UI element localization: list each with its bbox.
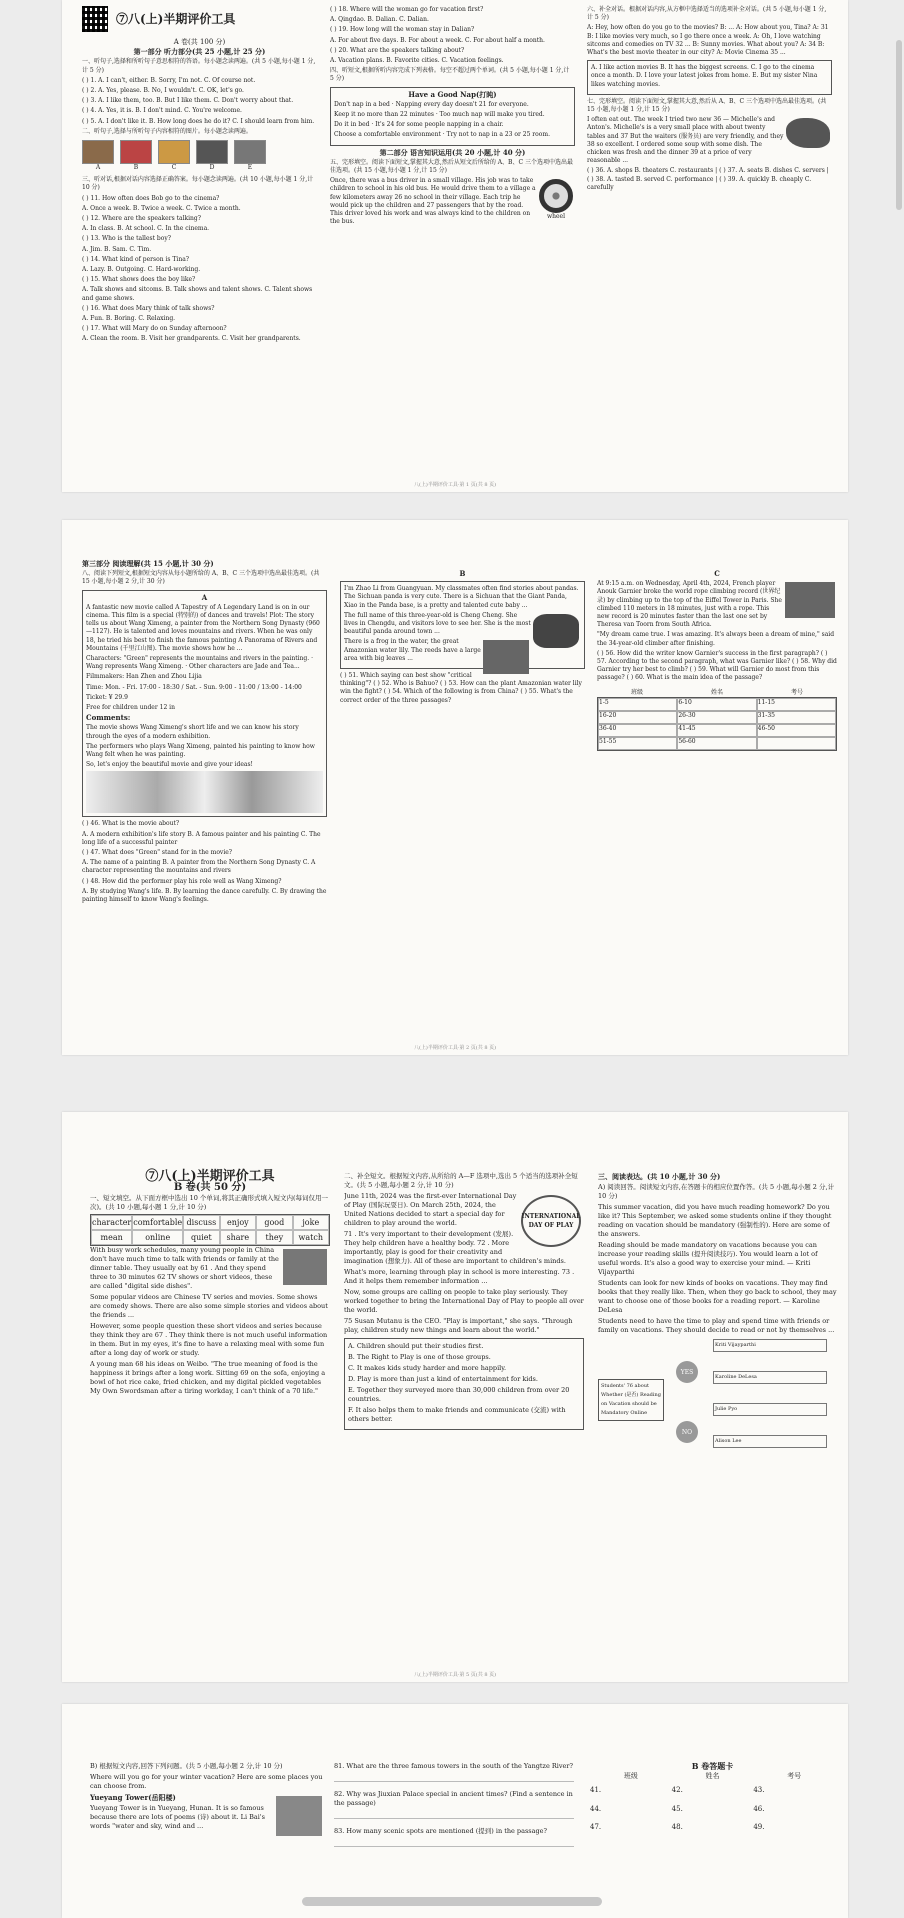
passage-b-text-2: The full name of this three-year-old is Cheng Cheng. She lives in Chengdu, and visitors love to see her. She is the most beautiful panda around town ...: [344, 611, 531, 636]
dialog-options-box: [587, 60, 832, 95]
opinion-mindmap: [598, 1339, 838, 1459]
answer-card-fields: [590, 1772, 835, 1780]
answer-slot[interactable]: 47.: [590, 1822, 602, 1831]
question-18: ( ) 18. Where will the woman go for vacation first?: [330, 6, 484, 13]
grid-cell[interactable]: 56-60: [677, 737, 756, 750]
part2-heading: 第二部分 语言知识运用(共 20 小题,计 40 分): [379, 147, 526, 157]
dancers-image: [86, 771, 323, 813]
cloze-text: Once, there was a bus driver in a small village. His job was to take children to school in his old bus. He would drive them to a village a few kilometers away 26 no school in their village. Each trip he would pick up the children and 27 passengers that by the road. This driver loved his work and was always kind to the children on the bus.: [330, 177, 536, 226]
picture-a: A: [82, 140, 114, 172]
reading-vacation-text-1: This summer vacation, did you have much reading homework? Do you like it? This September, we asked some students online if they thought reading on vacation should be mandatory (强制性的). Here are some of the answers.: [598, 1203, 832, 1238]
dialog-instruction: 六、补全对话。根据对话内容,从方框中选择适当的选项补全对话。(共 5 小题,每小题 1 分,计 5 分): [587, 6, 827, 22]
id-label: 考号: [790, 688, 803, 696]
question-46: ( ) 46. What is the movie about?: [82, 820, 180, 828]
card-name-field[interactable]: 姓名: [705, 1772, 720, 1781]
page4-middle-column: [334, 1704, 574, 1918]
card-id-field[interactable]: 考号: [787, 1772, 802, 1781]
mindmap-person-2: Karoline DeLesa: [713, 1371, 827, 1384]
nap-table-title: Have a Good Nap(打盹): [408, 89, 497, 99]
word-bank-item: character: [91, 1215, 132, 1230]
question-12: ( ) 12. Where are the speakers talking?: [82, 215, 201, 223]
vertical-scrollbar[interactable]: [896, 40, 902, 210]
question-15-options: A. Talk shows and sitcoms. B. Talk shows and talent shows. C. Talent shows and game shows.: [82, 286, 313, 302]
passage-b-box: [340, 581, 585, 669]
question-11: ( ) 11. How often does Bob go to the cinema?: [82, 194, 220, 202]
instruction-5: 五、完形填空。阅读下面短文,掌握其大意,然后从短文后所给的 A、B、C 三个选项中选出最佳选项。(共 15 小题,每小题 1 分,计 15 分): [330, 158, 573, 175]
horizontal-scrollbar[interactable]: [302, 1897, 602, 1906]
dialog-text: A: Hey, how often do you go to the movies? B: ... A: How about you, Tina? A: 31 B: I like movies very much, so I go there once a week. A: Oh, I love watching sitcoms and comedies on TV 32 ... B: Sunny movies. What about you? A: 34 B: What's the best movie theater in our city? A: Movie Cinema 35 ...: [587, 24, 829, 57]
section-b-text-3: However, some people question these short videos and series because they think they are 67 . They think there is not much useful information in them. But in my eyes, it's fine to have a relaxing meal with some fun after a long day of work or study.: [90, 1322, 328, 1357]
comment-1: The movie shows Wang Ximeng's short life and we can know his story through the eyes of a modern exhibition.: [86, 724, 299, 740]
passage-b-questions: ( ) 51. Which saying can best show "critical thinking"? ( ) 52. Who is Bahuo? ( ) 53. How can the plant Amazonian water lily win the fight? ( ) 54. Which of the following is from China? ( ) 55. What's the correct order of the three passages?: [340, 672, 582, 704]
word-bank-item: online: [132, 1230, 183, 1245]
option-a: A. Children should put their studies first.: [348, 1342, 484, 1350]
tower-image: [276, 1796, 322, 1836]
picture-e: E: [234, 140, 266, 172]
answer-lines-83[interactable]: [334, 1838, 574, 1847]
option-c: C. It makes kids study harder and more happily.: [348, 1364, 507, 1372]
word-bank-item: mean: [91, 1230, 132, 1245]
question-18-options: A. Qingdao. B. Dalian. C. Dalian.: [330, 16, 429, 24]
answer-card-title: B 卷答题卡: [691, 1761, 734, 1771]
qr-code: [82, 6, 108, 32]
reading-vacation-text-2: Reading should be made mandatory on vacations because you can increase your reading skills (提升阅读技巧). You would learn a lot of useful words. It's also a good way to exercise your mind. — Kriti Vijayparthi: [598, 1241, 818, 1276]
comments-label: Comments:: [86, 713, 131, 723]
movie-ticket: Ticket: ¥ 29.9: [86, 693, 128, 701]
question-2: ( ) 2. A. Yes, please. B. No, I wouldn't. C. OK, let's go.: [82, 87, 244, 95]
question-19-options: A. For about five days. B. For about a week. C. For about half a month.: [330, 36, 545, 44]
question-13-options: A. Jim. B. Sam. C. Tim.: [82, 245, 152, 253]
answer-slot[interactable]: 41.: [590, 1786, 602, 1795]
question-46-options: A. A modern exhibition's life story B. A famous painter and his painting C. The long life of a successful painter: [82, 830, 321, 846]
answer-slot[interactable]: 43.: [753, 1786, 765, 1795]
grid-cell[interactable]: 51-55: [598, 737, 677, 750]
mindmap-person-4: Alison Lee: [713, 1435, 827, 1448]
answer-slot[interactable]: 44.: [590, 1804, 602, 1813]
question-17-options: A. Clean the room. B. Visit her grandparents. C. Visit her grandparents.: [82, 335, 301, 343]
page3-footer: 八(上)半期评价工具·第 5 页(共 8 页): [413, 1672, 497, 1678]
grid-cell[interactable]: 16-20: [598, 711, 677, 724]
question-1: ( ) 1. A. I can't, either. B. Sorry, I'm not. C. Of course not.: [82, 76, 256, 84]
cloze-choices: ( ) 36. A. shops B. theaters C. restaurants | ( ) 37. A. seats B. dishes C. servers | ( ) 38. A. tasted B. served C. performance | ( ) 39. A. quickly B. cheaply C. carefully: [587, 167, 829, 191]
movie-poster: [82, 590, 327, 818]
passage-b-text: I'm Zhao Li from Guangyuan. My classmates often find stories about pandas. The Sichuan panda is very cute. There is a Sichuan that the Giant Panda, Xiao in the Panda base, is a pretty and talented cute baby ...: [344, 585, 579, 609]
passage-b-label: B: [459, 569, 466, 578]
page4-intro: Where will you go for your winter vacation? Here are some places you can choose from.: [90, 1773, 323, 1790]
grid-cell[interactable]: [757, 737, 836, 750]
instruction-4: 四、听短文,根据所听内容完成下列表格。每空不超过两个单词。(共 5 小题,每小题 1 分,计 5 分): [330, 67, 570, 83]
question-13: ( ) 13. Who is the tallest boy?: [82, 235, 171, 243]
answer-slot[interactable]: 45.: [671, 1804, 683, 1813]
question-15: ( ) 15. What shows does the boy like?: [82, 276, 196, 284]
question-12-options: A. In class. B. At school. C. In the cinema.: [82, 225, 210, 233]
word-bank: [90, 1214, 330, 1246]
food-image: [786, 118, 830, 148]
passage-b-text-3: There is a frog in the water, the great Amazonian water lily. The reeds have a large area with big leaves ...: [344, 638, 481, 662]
picture-c: C: [158, 140, 190, 172]
section-b-part3-heading: 三、阅读表达。(共 10 小题,计 30 分): [598, 1172, 721, 1181]
page1-left-column: [82, 0, 317, 492]
page4-answer-card: [590, 1704, 835, 1918]
page3-left-column: [90, 1112, 330, 1682]
page2-left-column: [82, 520, 327, 1055]
nap-table-row: Do it in bed · It's 24 for some people napping in a chair.: [334, 121, 504, 129]
movie-time: Time: Mon. - Fri. 17:00 - 18:30 / Sat. - Sun. 9:00 - 11:00 / 13:00 - 14:00: [86, 683, 302, 691]
question-48-options: A. By studying Wang's life. B. By learning the dance carefully. C. By drawing the painting himself to know Wang's feelings.: [82, 887, 327, 904]
section-b-instruction-2: 二、补全短文。根据短文内容,从所给的 A—F 选项中,选出 5 个适当的选项补全短文。(共 5 小题,每小题 2 分,计 10 分): [344, 1172, 578, 1189]
grid-cell[interactable]: 41-45: [677, 724, 756, 737]
passage-c-label: C: [714, 569, 720, 578]
grid-cell[interactable]: 26-30: [677, 711, 756, 724]
instruction-2: 二、听句子,选择与所听句子内容相符的图片。每小题念读两遍。: [82, 127, 252, 135]
word-bank-item: comfortable: [132, 1215, 183, 1230]
section-a-label: A 卷(共 100 分): [173, 38, 226, 46]
answer-slot[interactable]: 48.: [671, 1822, 683, 1831]
question-16-options: A. Fun. B. Boring. C. Relaxing.: [82, 315, 176, 323]
section-b-text-2: Some popular videos are Chinese TV series and movies. Some shows are comedy shows. There are also some simple stories and videos about the friends ...: [90, 1293, 328, 1319]
page3-middle-column: [344, 1112, 584, 1682]
question-4: ( ) 4. A. Yes, it is. B. I don't mind. C. You're welcome.: [82, 107, 242, 115]
exam-page-3: [62, 1112, 848, 1682]
question-47-options: A. The name of a painting B. A painter from the Northern Song Dynasty C. A character representing the mountains and rivers: [82, 859, 316, 875]
option-d: D. Play is more than just a kind of entertainment for kids.: [348, 1375, 538, 1383]
play-text-2: 71 . It's very important to their development (发展). They help children have a healthy body. 72 . More importantly, play is good for their creativity and imagination (想象力). All of these are important to children's minds.: [344, 1230, 566, 1265]
passage-c-text: At 9:15 a.m. on Wednesday, April 4th, 2024, French player Anouk Garnier broke the world rope climbing record (世界纪录) by climbing up to the top of the Eiffel Tower in Paris. She climbed 110 meters in 18 minutes, just with a rope. This new record is 20 minutes faster than the last one set by Theresa van Toorn from South Africa.: [597, 580, 782, 629]
movie-filmmakers: Filmmakers: Han Zhen and Zhou Lijia: [86, 673, 202, 681]
play-options-box: [344, 1338, 584, 1430]
section-b-text-4: A young man 68 his ideas on Weibo. "The true meaning of food is the happiness it brings after a long work. Sitting 69 on the sofa, enjoying a bowl of hot rice cake, fried chicken, and my digital pickled vegetables My Own Swordsman after a tiring workday, I can't think of a 70 life.": [90, 1360, 326, 1395]
reading-instruction: 八、阅读下列短文,根据短文内容从每小题所给的 A、B、C 三个选项中选出最佳选项。(共 15 小题,每小题 2 分,计 30 分): [82, 570, 320, 586]
question-14: ( ) 14. What kind of person is Tina?: [82, 255, 189, 263]
reading-vacation-text-3: Students can look for new kinds of books on vacations. They may find books that they really like. Then, when they go back to school, they may want to choose one of those books for a reading report. — Karoline DeLesa: [598, 1279, 837, 1314]
answer-lines-82[interactable]: [334, 1810, 574, 1819]
word-bank-item: watch: [293, 1230, 329, 1245]
answer-card-items: [590, 1786, 835, 1831]
page4-instruction: B) 根据短文内容,回答下列问题。(共 5 小题,每小题 2 分,计 10 分): [90, 1762, 283, 1770]
name-label: 姓名: [710, 688, 723, 696]
answer-slot[interactable]: 42.: [671, 1786, 683, 1795]
play-text-1: June 11th, 2024 was the first-ever International Day of Play (国际玩耍日). On March 25th, 2024, the United Nations decided to start a special day for children to play around the world.: [344, 1192, 517, 1227]
word-bank-item: good: [256, 1215, 292, 1230]
grid-cell[interactable]: 46-50: [757, 724, 836, 737]
class-label: 班级: [630, 688, 643, 696]
instruction-3: 三、听对话,根据对话内容选择正确答案。每小题念读两遍。(共 10 小题,每小题 1 分,计 10 分): [82, 176, 314, 192]
answer-grid: [597, 697, 837, 751]
question-81: 81. What are the three famous towers in the south of the Yangtze River?: [334, 1762, 573, 1770]
answer-lines-81[interactable]: [334, 1773, 574, 1782]
movie-characters: Characters: "Green" represents the mountains and rivers in the painting. · Wang represents Wang Ximeng. · Other characters are Jade and Tea...: [86, 655, 313, 671]
nap-table: [330, 87, 575, 146]
section-b-part3-sub: A) 阅读回答。阅读短文内容,在答题卡的相应位置作答。(共 5 小题,每小题 2 分,计 10 分): [598, 1183, 835, 1200]
question-17: ( ) 17. What will Mary do on Sunday afternoon?: [82, 325, 227, 333]
word-bank-item: quiet: [183, 1230, 219, 1245]
mindmap-person-1: Kriti Vijayparthi: [713, 1339, 827, 1352]
option-b: B. The Right to Play is one of those groups.: [348, 1353, 491, 1361]
page2-right-column: [597, 520, 837, 1055]
passage-a-text: A fantastic new movie called A Tapestry of A Legendary Land is on in our cinema. This film is a special (特别的) of dances and travels! Plot: The story tells us about Wang Ximeng, a painter from the Northern Song Dynasty (960—1127). He is talented and loves mountains and rivers. When he was only 18, he tried his best to finish the famous painting A Panorama of Rivers and Mountains (千里江山图). The movie shows how he ...: [86, 603, 320, 652]
page1-title: ⑦八(上)半期评价工具: [116, 11, 236, 26]
picture-b: B: [120, 140, 152, 172]
picture-options: [82, 140, 317, 172]
page4-left-column: [90, 1704, 325, 1918]
enjoy-line: So, let's enjoy the beautiful movie and give your ideas!: [86, 761, 253, 769]
restaurant-story: I often eat out. The week I tried two new 36 — Michelle's and Anton's. Michelle's is a very small place with about twenty tables and 37 But the waiters (服务员) are very friendly, and they 38 so excellent. I ordered some soup with some dish. The chicken was fresh and the dinner 39 at a price of very reasonable ...: [587, 116, 784, 165]
answer-slot[interactable]: 49.: [753, 1822, 765, 1831]
grid-cell[interactable]: 6-10: [677, 698, 756, 711]
place-1-title: Yueyang Tower(岳阳楼): [90, 1793, 176, 1802]
word-bank-item: enjoy: [220, 1215, 256, 1230]
page3-title: ⑦八(上)半期评价工具: [145, 1169, 275, 1184]
play-text-3: What's more, learning through play in school is more interesting. 73 . And it helps them remember information ...: [344, 1268, 575, 1285]
word-bank-item: share: [220, 1230, 256, 1245]
movie-free-note: Free for children under 12 in: [86, 704, 175, 712]
grid-cell[interactable]: 11-15: [757, 698, 836, 711]
passage-c-text-2: "My dream came true. I was amazing. It's always been a dream of mine," said the 34-year-old climber after finishing.: [597, 631, 835, 647]
dialog-options: A. I like action movies B. It has the biggest screens. C. I go to the cinema once a month. D. I love your latest jokes from home. E. But my sister Nina likes watching movies.: [591, 64, 818, 88]
question-11-options: A. Once a week. B. Twice a week. C. Twice a month.: [82, 204, 241, 212]
wheel-label: wheel: [546, 213, 566, 221]
grid-cell[interactable]: 36-40: [598, 724, 677, 737]
grid-cell[interactable]: 1-5: [598, 698, 677, 711]
no-node: NO: [676, 1421, 698, 1443]
question-5: ( ) 5. A. I don't like it. B. How long does he do it? C. I should learn from him.: [82, 117, 315, 125]
question-3: ( ) 3. A. I like them, too. B. But I like them. C. Don't worry about that.: [82, 97, 294, 105]
wheel-icon: [539, 179, 573, 213]
part3-heading: 第三部分 阅读理解(共 15 小题,计 30 分): [82, 559, 214, 568]
section-b-label: B 卷(共 50 分): [173, 1182, 247, 1193]
exam-page-2: [62, 520, 848, 1055]
section-b-text-1: With busy work schedules, many young people in China don't have much time to talk with friends or family at the dinner table. They usually eat by 61 . And they spend three to 30 minutes 62 TV shows or short videos, these are called "digital side dishes".: [90, 1246, 279, 1290]
section-b-instruction-1: 一、短文填空。从下面方框中选出 10 个单词,将其正确形式填入短文内(每词仅用一次)。(共 10 小题,每小题 1 分,计 10 分): [90, 1194, 329, 1211]
passage-c-questions: ( ) 56. How did the writer know Garnier's success in the first paragraph? ( ) 57. According to the second paragraph, what was Garnier like? ( ) 58. Why did Garnier try her best to climb? ( ) 59. What will Garnier do most from this passage? ( ) 60. What is the main idea of the passage?: [597, 649, 837, 682]
wheel-figure: [539, 179, 573, 221]
question-19: ( ) 19. How long will the woman stay in Dalian?: [330, 26, 475, 34]
climber-image: [785, 582, 835, 618]
cloze-instruction-7: 七、完形填空。阅读下面短文,掌握其大意,然后从 A、B、C 三个选项中选出最佳选项。(共 15 小题,每小题 1 分,计 15 分): [587, 97, 827, 114]
word-bank-item: discuss: [183, 1215, 219, 1230]
water-lily-image: [483, 640, 529, 674]
question-16: ( ) 16. What does Mary think of talk shows?: [82, 304, 215, 312]
page2-footer: 八(上)半期评价工具·第 2 页(共 8 页): [413, 1045, 497, 1051]
option-f: F. It also helps them to make friends and communicate (交流) with others better.: [348, 1406, 566, 1423]
page1-middle-column: [330, 0, 575, 492]
nap-table-row: Choose a comfortable environment · Try not to nap in a 23 or 25 room.: [334, 131, 550, 139]
question-14-options: A. Lazy. B. Outgoing. C. Hard-working.: [82, 266, 201, 274]
phone-user-image: [283, 1249, 327, 1285]
panda-image: [533, 614, 579, 648]
play-text-5: 75 Susan Mutanu is the CEO. "Play is important," she says. "Through play, children study new things and learn about the world.": [344, 1317, 573, 1334]
grid-cell[interactable]: 31-35: [757, 711, 836, 724]
option-e: E. Together they surveyed more than 30,000 children from over 20 countries.: [348, 1386, 570, 1403]
exam-page-4: [62, 1704, 848, 1918]
play-text-4: Now, some groups are calling on people to take play seriously. They worked together to bring the International Day of Play to people all over the world.: [344, 1288, 584, 1314]
day-of-play-logo: INTERNATIONAL DAY OF PLAY: [521, 1195, 581, 1247]
instruction-1: 一、听句子,选择和所听句子意思相符的答语。每小题念读两遍。(共 5 小题,每小题 1 分,计 5 分): [82, 58, 316, 74]
question-48: ( ) 48. How did the performer play his role well as Wang Ximeng?: [82, 877, 282, 885]
part1-heading: 第一部分 听力部分(共 25 小题,计 25 分): [133, 47, 266, 57]
word-bank-item: joke: [293, 1215, 329, 1230]
passage-a-label: A: [201, 592, 208, 602]
reading-vacation-text-4: Students need to have the time to play and spend time with friends or family on vacations. They should decide to read or not by themselves ...: [598, 1317, 835, 1334]
question-20-options: A. Vacation plans. B. Favorite cities. C. Vacation feelings.: [330, 57, 504, 65]
nap-table-row: Keep it no more than 22 minutes · Too much nap will make you tired.: [334, 111, 545, 119]
page1-footer: 八(上)半期评价工具·第 1 页(共 8 页): [413, 482, 497, 488]
picture-d: D: [196, 140, 228, 172]
page1-right-column: [587, 0, 832, 492]
page3-right-column: [598, 1112, 838, 1682]
yes-node: YES: [676, 1361, 698, 1383]
page2-middle-column: [340, 520, 585, 1055]
comment-2: The performers who plays Wang Ximeng, painted his painting to know how Wang felt when he was painting.: [86, 742, 315, 759]
nap-table-row: Don't nap in a bed · Napping every day doesn't 21 for everyone.: [334, 100, 529, 108]
exam-page-1: [62, 0, 848, 492]
mindmap-person-3: Julie Pyo: [713, 1403, 827, 1416]
answer-grid-header: [597, 689, 837, 697]
word-bank-item: they: [256, 1230, 292, 1245]
question-20: ( ) 20. What are the speakers talking about?: [330, 46, 465, 54]
question-47: ( ) 47. What does "Green" stand for in the movie?: [82, 849, 233, 857]
answer-slot[interactable]: 46.: [753, 1804, 765, 1813]
question-83: 83. How many scenic spots are mentioned (提到) in the passage?: [334, 1827, 548, 1835]
place-1-text: Yueyang Tower is in Yueyang, Hunan. It is so famous because there are lots of poems (诗) about it. Li Bai's words "water and sky, wind and ...: [90, 1804, 265, 1830]
question-82: 82. Why was Jiuxian Palace special in ancient times? (Find a sentence in the passage): [334, 1790, 573, 1807]
mindmap-center: Students' 76 about Whether (是否) Reading on Vacation should be Mandatory Online: [598, 1379, 664, 1421]
card-class-field[interactable]: 班级: [623, 1772, 638, 1781]
